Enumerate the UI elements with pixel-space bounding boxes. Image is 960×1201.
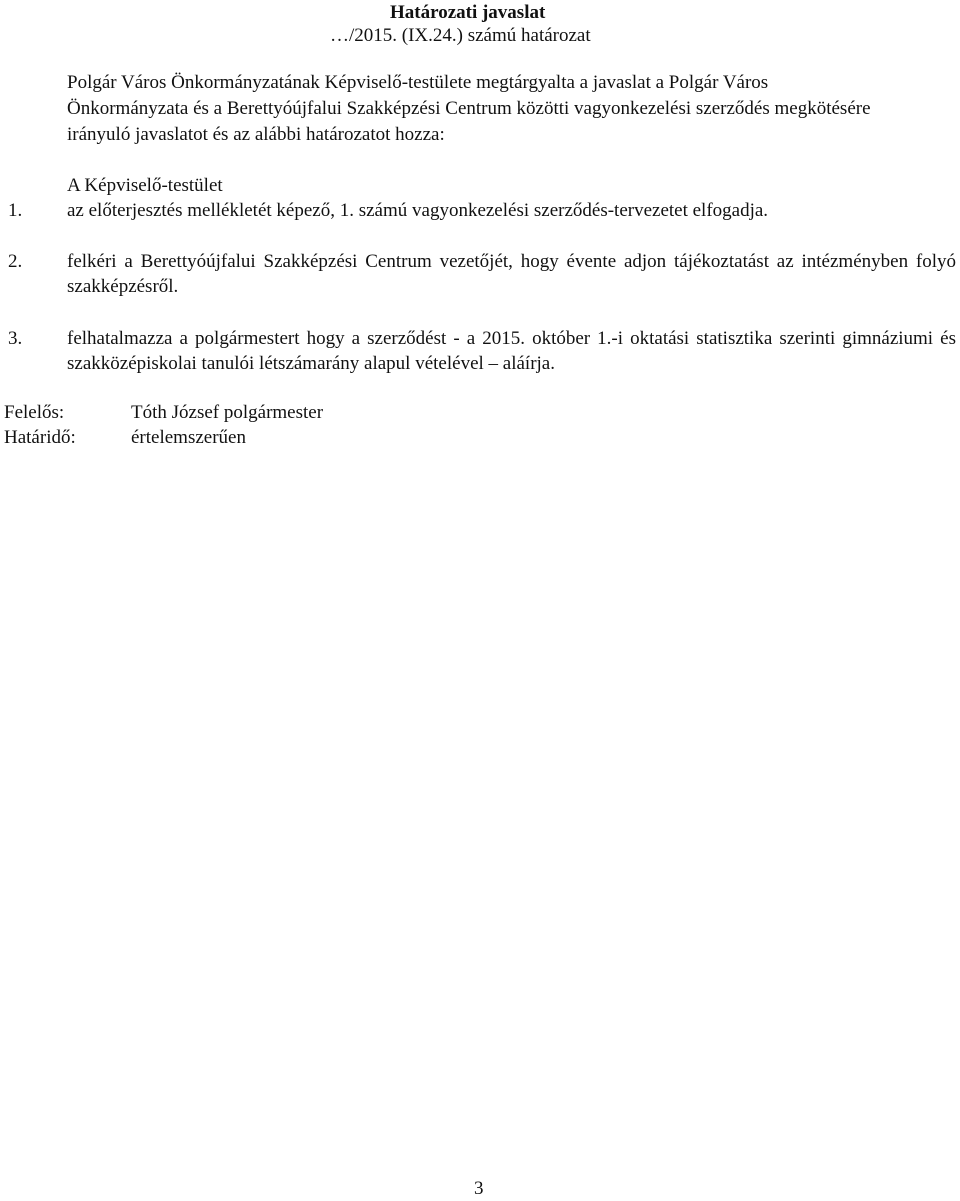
item-text: felkéri a Berettyóújfalui Szakképzési Centrum vezetőjét, hogy évente adjon tájékoztatást az intézményben folyó szakképzésről. <box>67 251 956 297</box>
resolution-number: …/2015. (IX.24.) számú határozat <box>330 25 591 46</box>
item-number: 1. <box>8 200 23 221</box>
item-number: 3. <box>8 328 23 349</box>
resolution-item-2 <box>8 249 956 299</box>
resolution-title: Határozati javaslat <box>390 2 546 23</box>
resolution-item-1 <box>8 198 956 223</box>
deadline-row <box>4 425 323 450</box>
deadline-value: értelemszerűen <box>131 427 246 448</box>
resolution-item-3 <box>8 326 956 376</box>
responsible-value: Tóth József polgármester <box>131 402 324 423</box>
deadline-label: Határidő: <box>4 427 76 448</box>
responsible-label: Felelős: <box>4 402 65 423</box>
item-text: felhatalmazza a polgármestert hogy a szerződést - a 2015. október 1.-i oktatási statisztika szerinti gimnáziumi és szakközépiskolai tanulói létszámarány alapul vételével – aláírja. <box>67 328 956 374</box>
responsible-row <box>4 400 323 425</box>
body-label: A Képviselő-testület <box>67 175 223 196</box>
responsibility-block <box>4 400 323 450</box>
item-text: az előterjesztés mellékletét képező, 1. számú vagyonkezelési szerződés-tervezetet elfogadja. <box>67 200 769 221</box>
intro-paragraph: Polgár Város Önkormányzatának Képviselő-testülete megtárgyalta a javaslat a Polgár Város Önkormányzata és a Berettyóújfalui Szakképzési Centrum közötti vagyonkezelési szerződés megkötésére irányuló javaslatot és az alábbi határozatot hozza: <box>67 72 871 145</box>
item-number: 2. <box>8 251 23 272</box>
page-number: 3 <box>474 1178 484 1199</box>
